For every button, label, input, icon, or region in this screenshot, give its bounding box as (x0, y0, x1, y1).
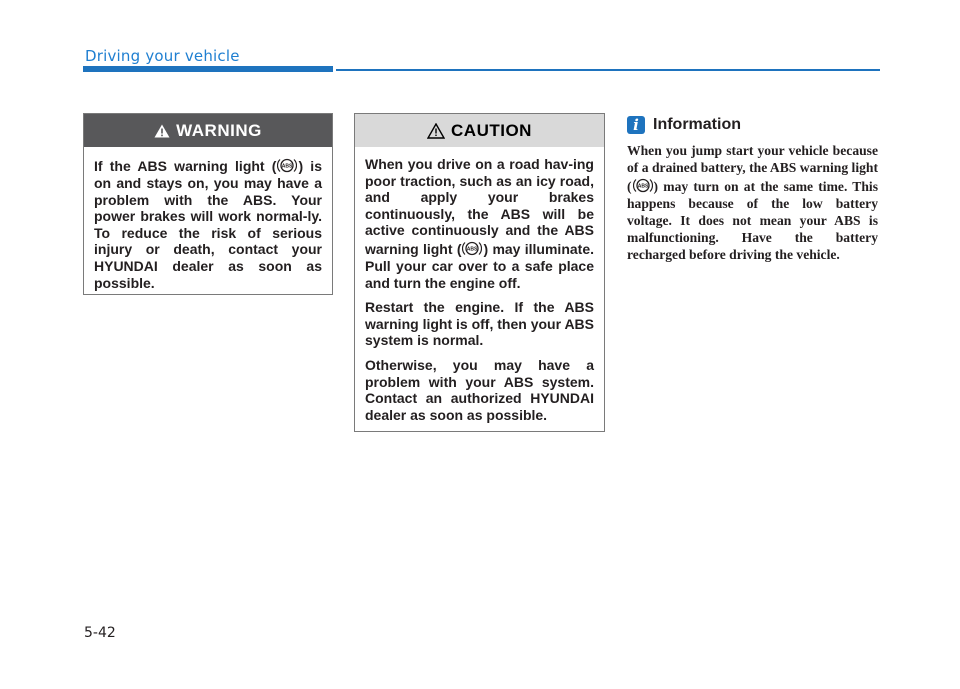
info-icon: i (627, 116, 645, 134)
caution-p2: Restart the engine. If the ABS warning light is off, then your ABS system is normal. (365, 299, 594, 349)
information-text-b: ) may turn on at the same time. This happens because of the low battery voltage. It does not mean your ABS is malfunctioning. Have the battery recharged before driving the vehicle. (627, 179, 878, 262)
abs-warning-light-icon (277, 156, 297, 175)
warning-text-b: ) is on and stays on, you may have a problem with the ABS. Your power brakes will work normal-ly. To reduce the risk of serious injury or death, contact your HYUNDAI dealer as soon as possible. (94, 158, 322, 291)
page-number: 5-42 (84, 625, 116, 641)
warning-body (84, 147, 332, 291)
caution-p3: Otherwise, you may have a problem with your ABS system. Contact an authorized HYUNDAI dealer as soon as possible. (365, 356, 594, 423)
caution-box (354, 113, 605, 432)
caution-header (355, 114, 604, 147)
caution-triangle-icon (427, 123, 445, 139)
caution-body (355, 147, 604, 423)
caution-title: CAUTION (451, 120, 532, 140)
section-title: Driving your vehicle (85, 47, 240, 65)
abs-icon-label: ABS (282, 163, 293, 170)
caution-p1-b: ) may illuminate. Pull your car over to a safe place and turn the engine off. (365, 240, 595, 291)
information-header (627, 114, 878, 136)
header-rule-thin (336, 69, 880, 71)
warning-text-a: If the ABS warning light ( (94, 158, 277, 174)
warning-title: WARNING (176, 120, 262, 140)
abs-warning-light-icon (633, 176, 653, 195)
abs-icon-label: ABS (467, 246, 478, 253)
information-text-a: When you jump start your vehicle because of a drained battery, the ABS warning light ( (627, 143, 878, 194)
information-title: Information (653, 116, 741, 133)
abs-warning-light-icon (462, 239, 482, 258)
warning-box (83, 113, 333, 295)
caution-p1-a: When you drive on a road hav-ing poor traction, such as an icy road, and apply your brakes continuously, the ABS will be active continuously and the ABS warning light ( (365, 156, 594, 257)
abs-icon-label: ABS (637, 183, 648, 190)
information-section (627, 114, 878, 263)
warning-triangle-icon (154, 124, 170, 138)
warning-header (84, 114, 332, 147)
information-body (627, 142, 878, 263)
header-rule (83, 66, 333, 72)
